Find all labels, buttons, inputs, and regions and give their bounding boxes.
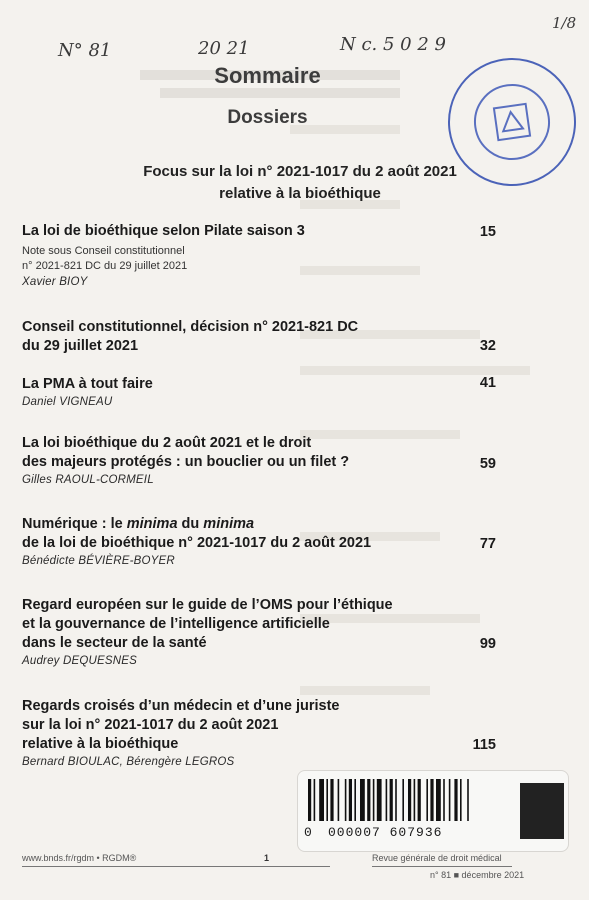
entry-title: dans le secteur de la santé <box>22 635 207 651</box>
barcode-bar <box>467 779 469 821</box>
entry-title: Regard européen sur le guide de l’OMS pour l’éthique <box>22 597 393 613</box>
footer-issue: n° 81 ■ décembre 2021 <box>430 870 525 880</box>
barcode-bar <box>395 779 397 821</box>
entry-author: Gilles RAOUL-CORMEIL <box>22 474 154 486</box>
entry-title: La loi de bioéthique selon Pilate saison 3 <box>22 223 305 239</box>
barcode-bar <box>377 779 382 821</box>
sommaire-heading: Sommaire <box>214 63 321 88</box>
entry-page-number: 32 <box>479 338 496 354</box>
toc-entry[interactable] <box>22 318 502 356</box>
barcode-bar <box>345 779 347 821</box>
barcode-digits: 000007 607936 <box>328 825 443 840</box>
footer-page-number: 1 <box>264 853 270 863</box>
barcode-bar <box>426 779 428 821</box>
handwritten-issue-number: N° 81 <box>58 40 112 61</box>
focus-heading <box>120 161 480 205</box>
barcode-bar <box>454 779 457 821</box>
entry-title: Regards croisés d’un médecin et d’une juriste <box>22 698 340 714</box>
entry-note: Note sous Conseil constitutionnel <box>22 245 185 257</box>
barcode-bar <box>443 779 445 821</box>
barcode-bars <box>306 779 514 823</box>
entry-author: Xavier BIOY <box>22 276 88 288</box>
handwritten-corner-mark: 1/8 <box>552 14 577 32</box>
barcode-bar <box>308 779 311 821</box>
barcode-bar <box>349 779 352 821</box>
entry-title-part: Numérique : le <box>22 516 127 532</box>
barcode-bar <box>402 779 404 821</box>
entry-page-number: 115 <box>472 737 496 753</box>
entry-page-number: 77 <box>479 536 496 552</box>
footer-journal-name: Revue générale de droit médical <box>372 853 502 863</box>
footer-rule-right <box>372 866 512 867</box>
entry-note: n° 2021-821 DC du 29 juillet 2021 <box>22 260 188 272</box>
barcode-bar <box>367 779 370 821</box>
barcode-bar <box>418 779 421 821</box>
barcode-bar <box>449 779 451 821</box>
entry-title-italic: minima <box>203 516 255 532</box>
entry-title: La loi bioéthique du 2 août 2021 et le droit <box>22 435 312 451</box>
entry-title: de la loi de bioéthique n° 2021-1017 du 2 août 2021 <box>22 535 372 551</box>
barcode-bar <box>390 779 393 821</box>
entry-author: Audrey DEQUESNES <box>22 655 138 667</box>
entry-title-part: du <box>177 516 204 532</box>
toc-entry[interactable] <box>22 697 502 770</box>
toc-entry[interactable] <box>22 434 502 488</box>
handwritten-reference: N c. 5 0 2 9 <box>340 34 446 55</box>
barcode-bar <box>460 779 462 821</box>
entry-title: du 29 juillet 2021 <box>22 338 139 354</box>
barcode-bar <box>354 779 356 821</box>
barcode-bar <box>408 779 411 821</box>
entry-author: Bernard BIOULAC, Bérengère LEGROS <box>22 756 235 768</box>
entry-title: Conseil constitutionnel, décision n° 2021-821 DC <box>22 319 359 335</box>
entry-title: relative à la bioéthique <box>22 736 179 752</box>
barcode-bar <box>326 779 328 821</box>
entry-title: des majeurs protégés : un bouclier ou un filet ? <box>22 454 350 470</box>
qr-code-icon <box>520 783 564 839</box>
entry-title: La PMA à tout faire <box>22 376 153 392</box>
entry-author: Daniel VIGNEAU <box>22 396 113 408</box>
footer-website[interactable]: www.bnds.fr/rgdm • RGDM® <box>22 853 137 863</box>
barcode-bar <box>360 779 365 821</box>
footer-rule-left <box>22 866 330 867</box>
focus-line-1: Focus sur la loi n° 2021-1017 du 2 août 2021 <box>143 163 457 180</box>
entry-title <box>22 515 502 534</box>
handwritten-year: 20 21 <box>198 38 250 59</box>
focus-line-2: relative à la bioéthique <box>219 185 381 202</box>
barcode-bar <box>436 779 441 821</box>
toc-entry[interactable] <box>22 515 502 569</box>
barcode-bar <box>386 779 388 821</box>
dossiers-heading: Dossiers <box>227 107 308 128</box>
barcode-sticker <box>297 770 569 852</box>
barcode-bar <box>414 779 416 821</box>
entry-page-number: 15 <box>479 224 496 240</box>
entry-page-number: 59 <box>479 456 496 472</box>
toc-entry[interactable] <box>22 596 502 669</box>
barcode-left-digit: 0 <box>304 825 312 840</box>
entry-page-number: 41 <box>479 375 496 391</box>
entry-title-italic: minima <box>126 516 178 532</box>
entry-title: sur la loi n° 2021-1017 du 2 août 2021 <box>22 717 279 733</box>
barcode-bar <box>338 779 340 821</box>
entry-title: et la gouvernance de l’intelligence artificielle <box>22 616 330 632</box>
barcode-bar <box>430 779 433 821</box>
barcode-bar <box>330 779 333 821</box>
entry-author: Bénédicte BÉVIÈRE-BOYER <box>22 555 175 567</box>
toc-entry[interactable] <box>22 375 502 410</box>
barcode-bar <box>314 779 316 821</box>
entry-page-number: 99 <box>479 636 496 652</box>
barcode-bar <box>373 779 375 821</box>
barcode-bar <box>319 779 324 821</box>
toc-entry[interactable] <box>22 222 502 290</box>
